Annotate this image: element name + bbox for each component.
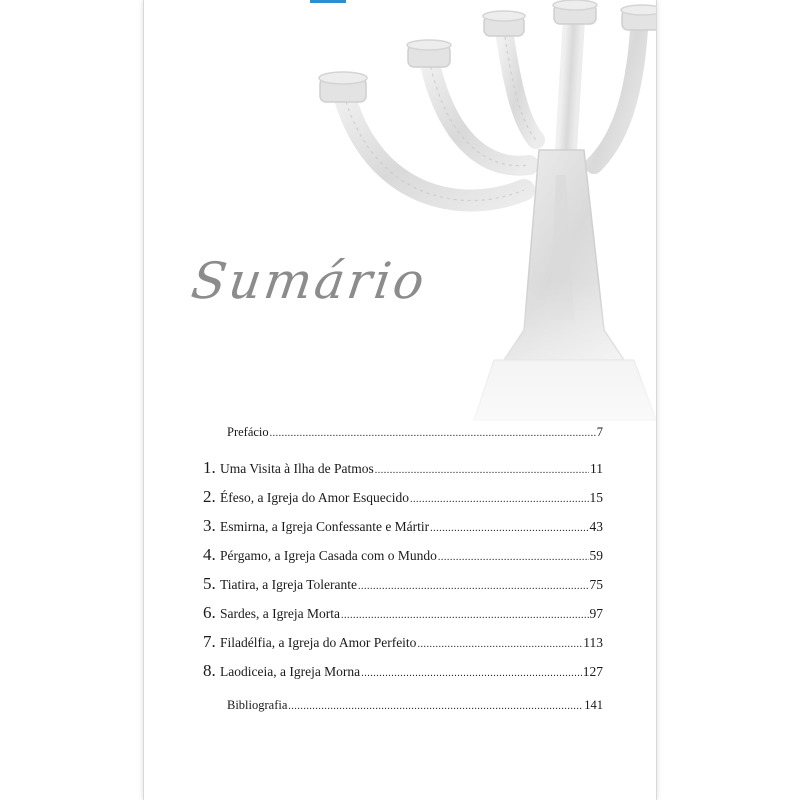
chapter-number: 6. <box>203 603 216 622</box>
dot-leader <box>288 701 583 712</box>
chapter-number: 8. <box>203 661 216 680</box>
toc-page-number: 11 <box>590 461 603 476</box>
toc-chapter-5[interactable] <box>203 574 603 594</box>
toc-label: Bibliografia <box>227 698 288 712</box>
dot-leader <box>410 494 589 505</box>
toc-label: Éfeso, a Igreja do Amor Esquecido <box>220 490 409 505</box>
toc-page-number: 59 <box>589 548 603 563</box>
toc-label: Uma Visita à Ilha de Patmos <box>220 461 374 476</box>
chapter-number: 2. <box>203 487 216 506</box>
dot-leader <box>417 639 582 650</box>
toc-chapter-7[interactable] <box>203 632 603 652</box>
toc-label: Sardes, a Igreja Morta <box>220 606 340 621</box>
menorah-illustration <box>304 0 656 470</box>
toc-label: Filadélfia, a Igreja do Amor Perfeito <box>220 635 417 650</box>
toc-label: Esmirna, a Igreja Confessante e Mártir <box>220 519 430 534</box>
toc-preface[interactable] <box>227 425 603 440</box>
chapter-number: 3. <box>203 516 216 535</box>
toc-page-number: 127 <box>582 664 603 679</box>
chapter-number: 7. <box>203 632 216 651</box>
toc-chapter-3[interactable] <box>203 516 603 536</box>
toc-page-number: 97 <box>589 606 603 621</box>
toc-page-number: 141 <box>584 698 603 712</box>
toc-chapter-2[interactable] <box>203 487 603 507</box>
toc-chapter-1[interactable] <box>203 458 603 478</box>
toc-page-number: 15 <box>589 490 603 505</box>
toc-page-number: 43 <box>589 519 603 534</box>
book-page <box>144 0 656 800</box>
dot-leader <box>361 668 582 679</box>
toc-page-number: 75 <box>589 577 603 592</box>
toc-chapter-4[interactable] <box>203 545 603 565</box>
dot-leader <box>358 581 588 592</box>
dot-leader <box>430 523 588 534</box>
dot-leader <box>341 610 589 621</box>
dot-leader <box>375 465 589 476</box>
dot-leader <box>270 428 596 439</box>
toc-label: Laodiceia, a Igreja Morna <box>220 664 361 679</box>
toc-page-number: 113 <box>583 635 603 650</box>
chapter-number: 1. <box>203 458 216 477</box>
toc-page-number: 7 <box>596 425 603 439</box>
page-title: Sumário <box>187 252 431 310</box>
toc-label: Tiatira, a Igreja Tolerante <box>220 577 358 592</box>
toc-label: Pérgamo, a Igreja Casada com o Mundo <box>220 548 437 563</box>
chapter-number: 4. <box>203 545 216 564</box>
toc-bibliography[interactable] <box>227 698 603 713</box>
toc-label: Prefácio <box>227 425 269 439</box>
toc-chapter-6[interactable] <box>203 603 603 623</box>
toc-chapter-8[interactable] <box>203 661 603 681</box>
chapter-number: 5. <box>203 574 216 593</box>
dot-leader <box>438 552 589 563</box>
